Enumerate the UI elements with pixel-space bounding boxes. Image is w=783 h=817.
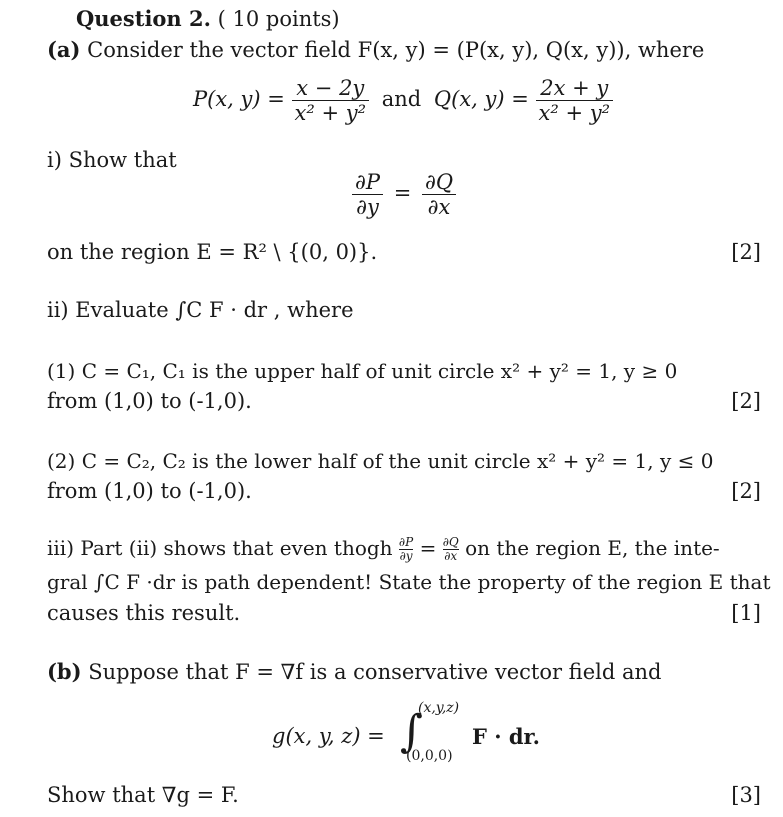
part-i-marks: [2] (731, 240, 761, 264)
q-lhs: Q(x, y) = (433, 87, 529, 111)
part-ii-label: ii) Evaluate ∫C F · dr , where (47, 298, 354, 322)
q-numerator: 2x + y (540, 76, 609, 100)
part-a-intro-text: Consider the vector field F(x, y) = (P(x, y), Q(x, y)), where (87, 38, 705, 62)
question-label: Question 2. (76, 6, 211, 31)
g-lhs: g(x, y, z) = (272, 724, 385, 748)
dp-numerator: ∂P (355, 170, 380, 194)
part-b-intro-text: Suppose that F = ∇f is a conservative vector field and (88, 660, 662, 684)
and-text: and (381, 87, 422, 111)
c1-line1: (1) C = C₁, C₁ is the upper half of unit circle x² + y² = 1, y ≥ 0 (47, 359, 678, 383)
region-text: on the region E = R² \ {(0, 0)}. (47, 240, 378, 264)
dq-numerator: ∂Q (424, 170, 454, 194)
p-denominator: x² + y² (292, 100, 370, 125)
p-lhs: P(x, y) = (193, 87, 285, 111)
part-iii-line1 (47, 536, 720, 563)
q-fraction (536, 76, 614, 125)
upper-limit: (x,y,z) (418, 700, 460, 716)
part-iii-text-a: iii) Part (ii) shows that even thogh (47, 536, 393, 560)
p-fraction (292, 76, 370, 125)
c1-marks: [2] (731, 389, 761, 413)
part-iii-text-b: on the region E, the inte- (465, 536, 720, 560)
small-dp-dy (399, 536, 413, 563)
c1-line2: from (1,0) to (-1,0). (47, 389, 252, 413)
part-i-label: i) Show that (47, 148, 177, 172)
lower-limit: (0,0,0) (406, 748, 453, 764)
c2-line2: from (1,0) to (-1,0). (47, 479, 252, 503)
dq-dx-fraction (422, 170, 456, 219)
c2-line1: (2) C = C₂, C₂ is the lower half of the unit circle x² + y² = 1, y ≤ 0 (47, 449, 714, 473)
dx-denominator: ∂x (422, 194, 456, 219)
integrand: F · dr. (472, 724, 540, 749)
dp-dy-fraction (352, 170, 383, 219)
small-dp-num: ∂P (398, 535, 414, 549)
small-dy-den: ∂y (399, 549, 413, 563)
show-that-text: Show that ∇g = F. (47, 783, 239, 807)
pq-definition (193, 76, 613, 125)
question-points: ( 10 points) (217, 7, 340, 31)
partial-equality (352, 170, 456, 219)
part-a-label: (a) (47, 37, 81, 62)
equals-sign: = (393, 181, 412, 205)
dy-denominator: ∂y (352, 194, 383, 219)
small-dx-den: ∂x (444, 549, 458, 563)
part-a-intro (47, 37, 704, 62)
part-iii-marks: [1] (731, 601, 761, 625)
part-iii-equals: = (419, 536, 437, 560)
question-heading (76, 6, 340, 31)
part-b-intro (47, 659, 661, 684)
small-dq-num: ∂Q (442, 535, 459, 549)
c2-marks: [2] (731, 479, 761, 503)
part-b-marks: [3] (731, 783, 761, 807)
p-numerator: x − 2y (296, 76, 365, 100)
small-dq-dx (443, 536, 459, 563)
part-iii-line2: gral ∫C F ·dr is path dependent! State the property of the region E that (47, 570, 771, 594)
q-denominator: x² + y² (536, 100, 614, 125)
part-iii-line3: causes this result. (47, 601, 241, 625)
part-b-label: (b) (47, 659, 82, 684)
integral-sign: ∫ (400, 706, 423, 757)
